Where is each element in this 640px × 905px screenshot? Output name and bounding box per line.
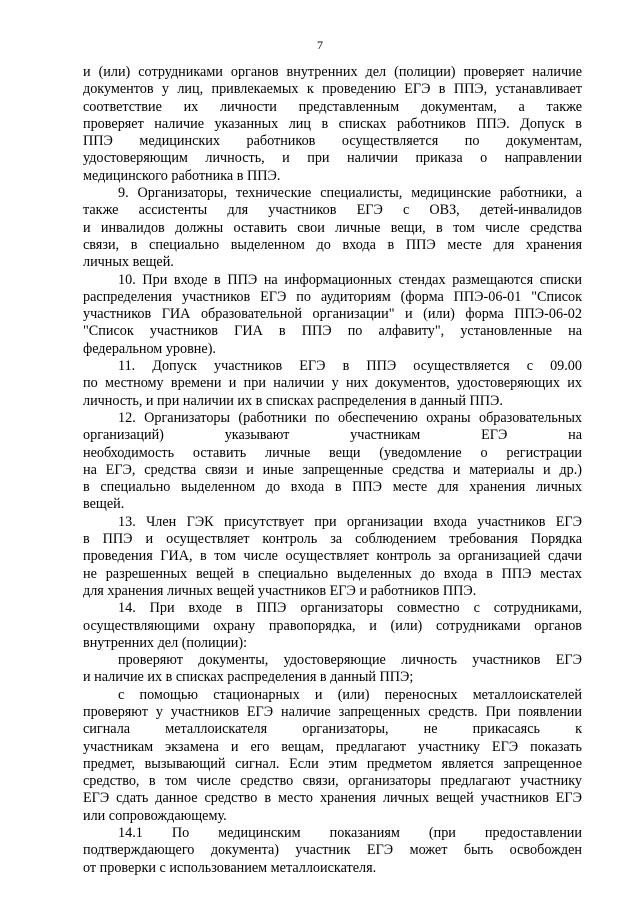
text-line: и наличие их в списках распределения в данный ППЭ; xyxy=(83,669,414,686)
text-line: вещей. xyxy=(83,496,125,513)
text-line: соответствие их личности представленным документам, а также xyxy=(83,98,582,115)
text-line: от проверки с использованием металлоискателя. xyxy=(83,859,377,876)
text-line: "Список участников ГИА в ППЭ по алфавиту", установленные на xyxy=(83,323,582,340)
text-line: 10. При входе в ППЭ на информационных стендах размещаются списки xyxy=(118,271,582,288)
text-line: в специально выделенном до входа в ППЭ месте для хранения личных xyxy=(83,479,582,496)
text-line: осуществляющими охрану правопорядка, и (или) сотрудниками органов xyxy=(83,617,582,634)
text-line: проверяют у участников ЕГЭ наличие запрещенных средств. При появлении xyxy=(83,703,582,720)
text-line: федеральном уровне). xyxy=(83,340,216,357)
text-line: участникам экзамена и его вещам, предлагают участнику ЕГЭ показать xyxy=(83,738,582,755)
text-line: сигнала металлоискателя организаторы, не прикасаясь к xyxy=(83,721,582,738)
text-line: 14. При входе в ППЭ организаторы совместно с сотрудниками, xyxy=(118,600,582,617)
text-line: документов у лиц, привлекаемых к проведению ЕГЭ в ППЭ, устанавливает xyxy=(83,81,582,98)
text-line: организаций) указывают участникам ЕГЭ на xyxy=(83,427,582,444)
text-line: по местному времени и при наличии у них документов, удостоверяющих их xyxy=(83,375,582,392)
text-line: подтверждающего документа) участник ЕГЭ может быть освобожден xyxy=(83,842,582,859)
text-line: с помощью стационарных и (или) переносных металлоискателей xyxy=(118,686,582,703)
text-line: распределения участников ЕГЭ по аудиториям (форма ППЭ-06-01 "Список xyxy=(83,288,582,305)
text-line: 11. Допуск участников ЕГЭ в ППЭ осуществляется с 09.00 xyxy=(118,358,582,375)
text-line: ППЭ медицинских работников осуществляется по документам, xyxy=(83,133,582,150)
text-line: средство, в том числе средство связи, организаторы предлагают участнику xyxy=(83,773,582,790)
text-line: внутренних дел (полиции): xyxy=(83,634,248,651)
text-line: участников ГИА образовательной организации" и (или) форма ППЭ-06-02 xyxy=(83,306,582,323)
text-line: медицинского работника в ППЭ. xyxy=(83,167,281,184)
text-line: необходимость оставить личные вещи (уведомление о регистрации xyxy=(83,444,582,461)
text-line: 14.1 По медицинским показаниям (при предоставлении xyxy=(118,825,582,842)
text-line: проверяет наличие указанных лиц в списках работников ППЭ. Допуск в xyxy=(83,115,582,132)
text-line: ЕГЭ сдать данное средство в место хранения личных вещей участников ЕГЭ xyxy=(83,790,582,807)
text-line: и инвалидов должны оставить свои личные вещи, в том числе средства xyxy=(83,219,582,236)
text-line: предмет, вызывающий сигнал. Если этим предметом является запрещенное xyxy=(83,755,582,772)
text-line: 13. Член ГЭК присутствует при организации входа участников ЕГЭ xyxy=(118,513,582,530)
text-line: 12. Организаторы (работники по обеспечению охраны образовательных xyxy=(118,409,582,426)
text-line: удостоверяющим личность, и при наличии приказа о направлении xyxy=(83,150,582,167)
text-line: или сопровождающему. xyxy=(83,807,227,824)
text-line: личность, и при наличии их в списках распределения в данный ППЭ. xyxy=(83,392,503,409)
document-body xyxy=(83,64,582,877)
text-line: в ППЭ и осуществляет контроль за соблюдением требования Порядка xyxy=(83,531,582,548)
text-line: 9. Организаторы, технические специалисты, медицинские работники, а xyxy=(118,185,582,202)
text-line: личных вещей. xyxy=(83,254,174,271)
text-line: не разрешенных вещей в специально выделенных до входа в ППЭ местах xyxy=(83,565,582,582)
text-line: также ассистенты для участников ЕГЭ с ОВЗ, детей-инвалидов xyxy=(83,202,582,219)
text-line: проведения ГИА, в том числе осуществляет контроль за организацией сдачи xyxy=(83,548,582,565)
text-line: для хранения личных вещей участников ЕГЭ и работников ППЭ. xyxy=(83,582,477,599)
page-number: 7 xyxy=(317,38,323,52)
text-line: связи, в специально выделенном до входа в ППЭ месте для хранения xyxy=(83,236,582,253)
text-line: на ЕГЭ, средства связи и иные запрещенные средства и материалы и др.) xyxy=(83,461,582,478)
text-line: и (или) сотрудниками органов внутренних дел (полиции) проверяет наличие xyxy=(83,64,582,80)
text-line: проверяют документы, удостоверяющие личность участников ЕГЭ xyxy=(118,652,582,669)
